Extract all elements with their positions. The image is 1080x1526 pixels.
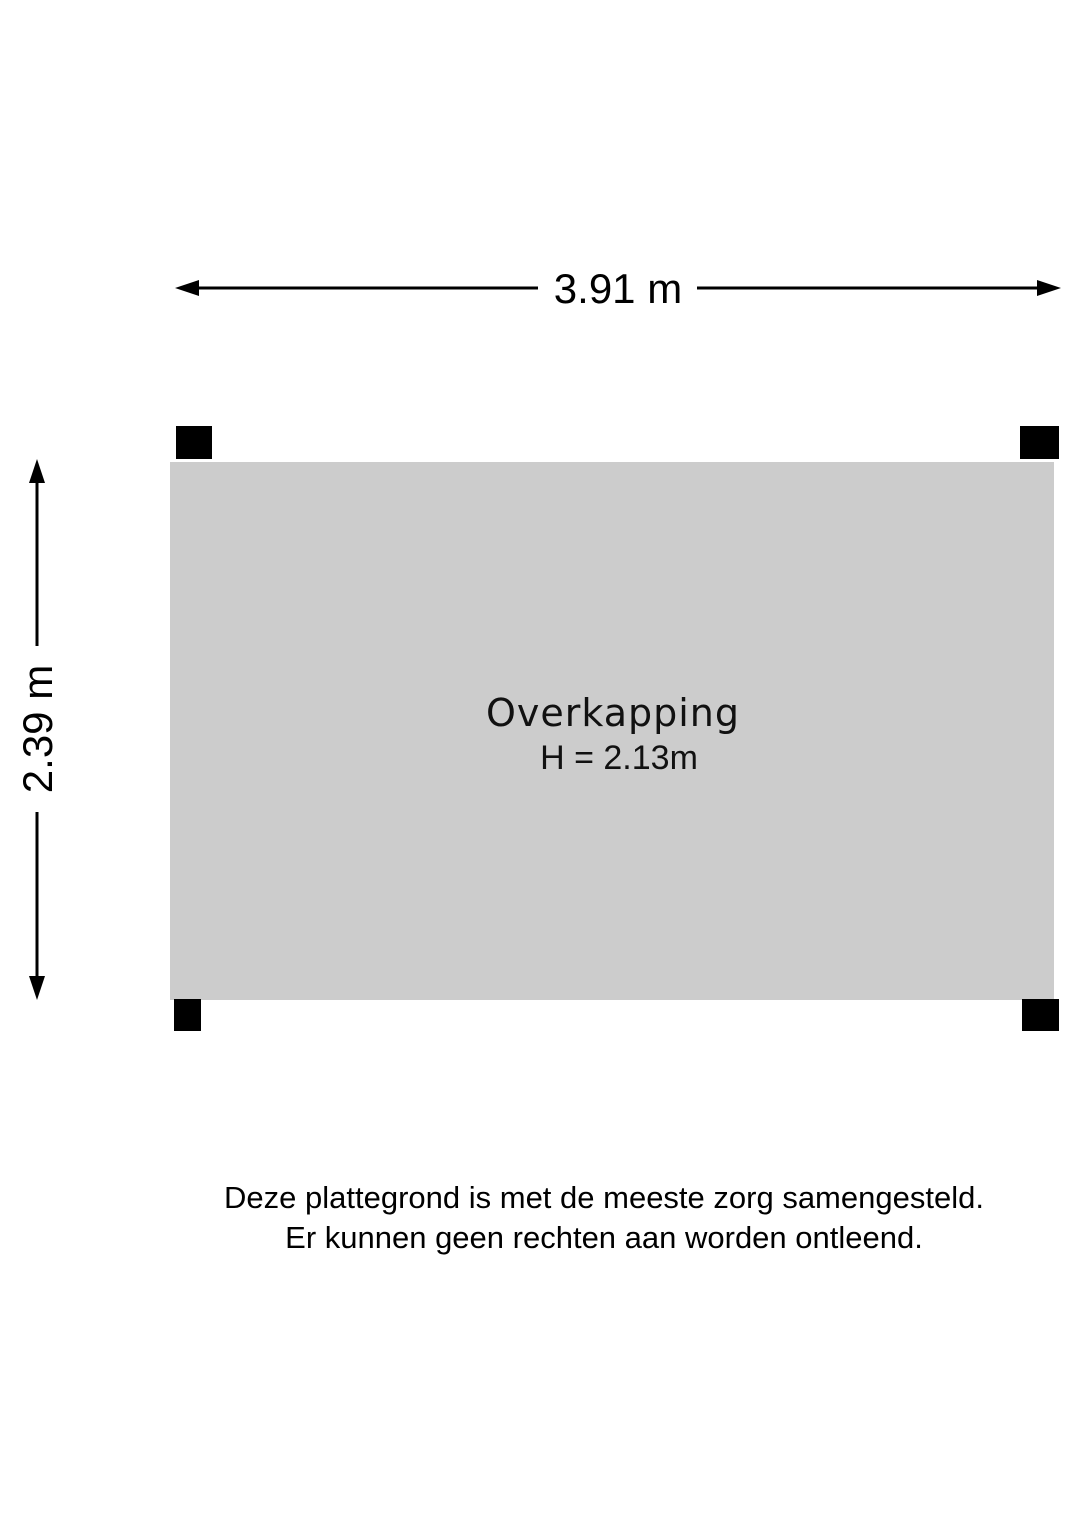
depth-label: 2.39 m xyxy=(14,664,61,794)
arrow-right-icon xyxy=(1037,280,1061,296)
disclaimer-line-2: Er kunnen geen rechten aan worden ontleend. xyxy=(285,1220,923,1255)
post-top-right xyxy=(1020,426,1059,459)
post-bottom-right xyxy=(1022,999,1059,1031)
disclaimer-line-1: Deze plattegrond is met de meeste zorg samengesteld. xyxy=(224,1180,984,1215)
width-dimension xyxy=(175,265,1061,312)
post-bottom-left xyxy=(174,999,201,1031)
depth-dimension xyxy=(14,459,61,1000)
post-top-left xyxy=(176,426,212,459)
room-height: H = 2.13m xyxy=(540,739,698,777)
arrow-left-icon xyxy=(175,280,199,296)
room-name: Overkapping xyxy=(485,691,741,735)
arrow-down-icon xyxy=(29,976,45,1000)
disclaimer xyxy=(0,1178,1080,1258)
arrow-up-icon xyxy=(29,459,45,483)
width-label: 3.91 m xyxy=(553,265,683,312)
